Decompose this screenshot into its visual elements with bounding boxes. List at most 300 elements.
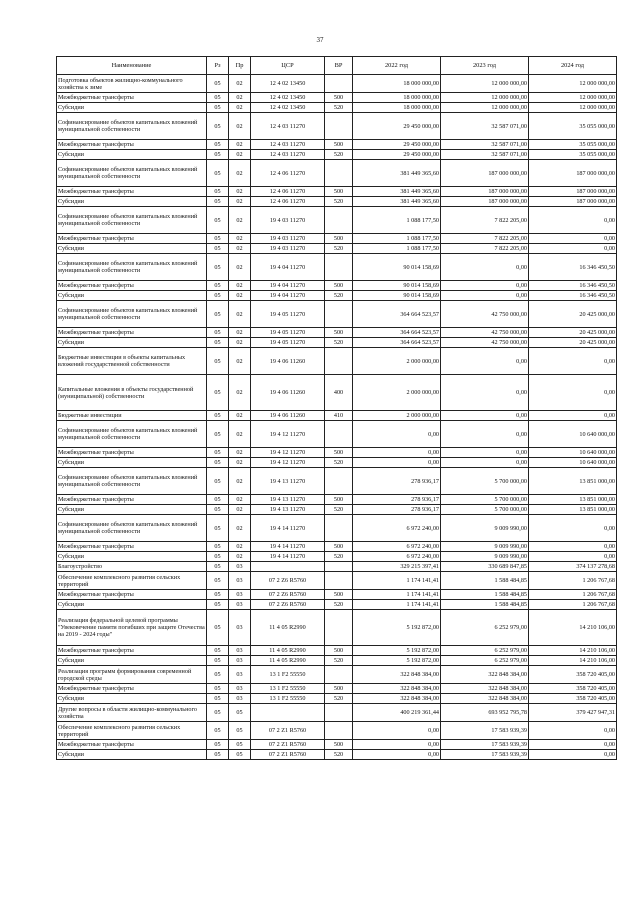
cell-2024: 14 210 106,00: [529, 646, 617, 656]
cell-2022: 0,00: [353, 722, 441, 740]
cell-vr: [325, 113, 353, 140]
cell-name: Межбюджетные трансферты: [57, 328, 207, 338]
cell-rz: 05: [207, 610, 229, 646]
table-row: [57, 234, 617, 244]
cell-csr: 19 4 13 11270: [251, 468, 325, 495]
cell-2024: 0,00: [529, 515, 617, 542]
cell-pr: 02: [229, 187, 251, 197]
cell-pr: 02: [229, 338, 251, 348]
cell-2024: 35 055 000,00: [529, 140, 617, 150]
cell-csr: 12 4 03 11270: [251, 150, 325, 160]
cell-2024: 16 346 450,50: [529, 291, 617, 301]
cell-vr: 520: [325, 552, 353, 562]
cell-csr: 19 4 06 11260: [251, 411, 325, 421]
cell-rz: 05: [207, 572, 229, 590]
cell-vr: 500: [325, 328, 353, 338]
table-row: [57, 328, 617, 338]
cell-2022: 5 192 872,00: [353, 646, 441, 656]
cell-name: Софинансирование объектов капитальных вложений муниципальной собственности: [57, 515, 207, 542]
table-row: [57, 187, 617, 197]
cell-csr: 19 4 04 11270: [251, 281, 325, 291]
cell-2024: 358 720 405,00: [529, 666, 617, 684]
cell-2022: 381 449 365,60: [353, 187, 441, 197]
table-header-row: [57, 57, 617, 75]
cell-2022: 322 848 384,00: [353, 666, 441, 684]
cell-name: Субсидии: [57, 338, 207, 348]
cell-rz: 05: [207, 338, 229, 348]
cell-2023: 187 000 000,00: [441, 187, 529, 197]
cell-rz: 05: [207, 542, 229, 552]
cell-rz: 05: [207, 234, 229, 244]
cell-2024: 10 640 000,00: [529, 448, 617, 458]
cell-rz: 05: [207, 348, 229, 375]
cell-2024: 0,00: [529, 234, 617, 244]
cell-name: Субсидии: [57, 244, 207, 254]
cell-2022: 2 000 000,00: [353, 375, 441, 411]
table-row: [57, 542, 617, 552]
cell-2023: 5 700 000,00: [441, 495, 529, 505]
cell-csr: 12 4 06 11270: [251, 160, 325, 187]
table-row: [57, 740, 617, 750]
header-vr: ВР: [325, 57, 353, 75]
cell-2022: 1 088 177,50: [353, 207, 441, 234]
cell-vr: 500: [325, 646, 353, 656]
cell-2022: 2 000 000,00: [353, 411, 441, 421]
cell-csr: 19 4 13 11270: [251, 505, 325, 515]
table-row: [57, 421, 617, 448]
cell-csr: 19 4 12 11270: [251, 458, 325, 468]
cell-rz: 05: [207, 448, 229, 458]
cell-pr: 02: [229, 140, 251, 150]
cell-2023: 12 000 000,00: [441, 103, 529, 113]
table-row: [57, 600, 617, 610]
cell-2023: 7 822 205,00: [441, 244, 529, 254]
table-row: [57, 656, 617, 666]
cell-name: Реализация федеральной целевой программы "Увековечение памяти погибших при защите Отечества на 2019 - 2024 годы": [57, 610, 207, 646]
header-2023: 2023 год: [441, 57, 529, 75]
cell-pr: 02: [229, 281, 251, 291]
cell-rz: 05: [207, 160, 229, 187]
cell-2022: 329 215 397,41: [353, 562, 441, 572]
cell-pr: 03: [229, 684, 251, 694]
cell-csr: 13 1 F2 55550: [251, 666, 325, 684]
cell-vr: 520: [325, 244, 353, 254]
cell-2023: 6 252 979,00: [441, 646, 529, 656]
cell-2024: 0,00: [529, 542, 617, 552]
cell-2024: 187 000 000,00: [529, 187, 617, 197]
cell-rz: 05: [207, 656, 229, 666]
cell-rz: 05: [207, 666, 229, 684]
cell-2022: 90 014 158,69: [353, 254, 441, 281]
cell-2023: 322 848 384,00: [441, 684, 529, 694]
cell-pr: 02: [229, 328, 251, 338]
cell-rz: 05: [207, 740, 229, 750]
cell-name: Софинансирование объектов капитальных вложений муниципальной собственности: [57, 207, 207, 234]
cell-name: Бюджетные инвестиции в объекты капитальных вложений государственной собственности: [57, 348, 207, 375]
cell-csr: 13 1 F2 55550: [251, 684, 325, 694]
cell-2022: 6 972 240,00: [353, 542, 441, 552]
cell-csr: 12 4 03 11270: [251, 113, 325, 140]
cell-vr: [325, 722, 353, 740]
cell-2023: 42 750 000,00: [441, 301, 529, 328]
cell-csr: 19 4 13 11270: [251, 495, 325, 505]
cell-pr: 02: [229, 160, 251, 187]
cell-vr: 520: [325, 197, 353, 207]
cell-csr: 19 4 05 11270: [251, 328, 325, 338]
cell-name: Межбюджетные трансферты: [57, 187, 207, 197]
cell-2022: 0,00: [353, 421, 441, 448]
cell-2022: 18 000 000,00: [353, 75, 441, 93]
cell-2022: 0,00: [353, 448, 441, 458]
cell-name: Субсидии: [57, 656, 207, 666]
cell-pr: 05: [229, 704, 251, 722]
cell-name: Межбюджетные трансферты: [57, 495, 207, 505]
cell-rz: 05: [207, 468, 229, 495]
cell-name: Межбюджетные трансферты: [57, 590, 207, 600]
cell-2024: 13 851 000,00: [529, 468, 617, 495]
cell-vr: [325, 468, 353, 495]
cell-pr: 02: [229, 234, 251, 244]
cell-name: Софинансирование объектов капитальных вложений муниципальной собственности: [57, 113, 207, 140]
cell-2023: 9 009 990,00: [441, 552, 529, 562]
cell-rz: 05: [207, 113, 229, 140]
table-row: [57, 160, 617, 187]
cell-2022: 29 450 000,00: [353, 150, 441, 160]
cell-2024: 0,00: [529, 740, 617, 750]
cell-csr: 19 4 05 11270: [251, 301, 325, 328]
cell-csr: [251, 562, 325, 572]
cell-vr: 500: [325, 448, 353, 458]
cell-2023: 0,00: [441, 411, 529, 421]
cell-2022: 1 088 177,50: [353, 234, 441, 244]
cell-2024: 1 206 767,68: [529, 600, 617, 610]
table-row: [57, 197, 617, 207]
table-row: [57, 704, 617, 722]
cell-pr: 02: [229, 103, 251, 113]
cell-name: Межбюджетные трансферты: [57, 740, 207, 750]
cell-vr: 500: [325, 140, 353, 150]
cell-name: Субсидии: [57, 552, 207, 562]
table-row: [57, 694, 617, 704]
table-row: [57, 505, 617, 515]
cell-name: Субсидии: [57, 505, 207, 515]
cell-name: Межбюджетные трансферты: [57, 140, 207, 150]
cell-rz: 05: [207, 140, 229, 150]
cell-csr: 07 2 Z6 R5760: [251, 572, 325, 590]
table-row: [57, 610, 617, 646]
cell-vr: [325, 421, 353, 448]
cell-2024: 12 000 000,00: [529, 75, 617, 93]
cell-rz: 05: [207, 301, 229, 328]
cell-2022: 1 088 177,50: [353, 244, 441, 254]
cell-name: Межбюджетные трансферты: [57, 646, 207, 656]
cell-rz: 05: [207, 187, 229, 197]
cell-2023: 12 000 000,00: [441, 75, 529, 93]
table-row: [57, 495, 617, 505]
cell-2024: 35 055 000,00: [529, 150, 617, 160]
cell-2024: 12 000 000,00: [529, 93, 617, 103]
cell-name: Софинансирование объектов капитальных вложений муниципальной собственности: [57, 421, 207, 448]
cell-pr: 03: [229, 646, 251, 656]
cell-2022: 364 664 523,57: [353, 338, 441, 348]
cell-csr: [251, 704, 325, 722]
cell-vr: [325, 666, 353, 684]
cell-pr: 03: [229, 610, 251, 646]
cell-pr: 02: [229, 93, 251, 103]
cell-name: Капитальные вложения в объекты государственной (муниципальной) собственности: [57, 375, 207, 411]
cell-rz: 05: [207, 375, 229, 411]
cell-vr: 520: [325, 694, 353, 704]
cell-pr: 02: [229, 75, 251, 93]
cell-vr: 520: [325, 150, 353, 160]
cell-2023: 0,00: [441, 458, 529, 468]
cell-rz: 05: [207, 562, 229, 572]
cell-csr: 19 4 12 11270: [251, 448, 325, 458]
cell-2022: 322 848 384,00: [353, 684, 441, 694]
cell-rz: 05: [207, 694, 229, 704]
cell-2023: 187 000 000,00: [441, 160, 529, 187]
cell-2023: 0,00: [441, 421, 529, 448]
cell-rz: 05: [207, 704, 229, 722]
cell-name: Субсидии: [57, 150, 207, 160]
cell-vr: 520: [325, 103, 353, 113]
cell-2023: 0,00: [441, 254, 529, 281]
cell-2024: 10 640 000,00: [529, 421, 617, 448]
cell-pr: 02: [229, 552, 251, 562]
table-row: [57, 666, 617, 684]
cell-2024: 13 851 000,00: [529, 505, 617, 515]
cell-name: Межбюджетные трансферты: [57, 281, 207, 291]
cell-2022: 278 936,17: [353, 468, 441, 495]
cell-csr: 12 4 02 13450: [251, 103, 325, 113]
cell-name: Субсидии: [57, 291, 207, 301]
cell-csr: 19 4 06 11260: [251, 348, 325, 375]
cell-2023: 0,00: [441, 281, 529, 291]
table-row: [57, 291, 617, 301]
cell-pr: 02: [229, 375, 251, 411]
cell-rz: 05: [207, 291, 229, 301]
cell-pr: 02: [229, 515, 251, 542]
cell-2024: 20 425 000,00: [529, 328, 617, 338]
cell-2024: 16 346 450,50: [529, 281, 617, 291]
table-row: [57, 684, 617, 694]
cell-rz: 05: [207, 750, 229, 760]
cell-2023: 0,00: [441, 448, 529, 458]
cell-rz: 05: [207, 600, 229, 610]
cell-pr: 02: [229, 291, 251, 301]
cell-2023: 1 588 484,85: [441, 572, 529, 590]
cell-name: Субсидии: [57, 458, 207, 468]
table-row: [57, 722, 617, 740]
cell-rz: 05: [207, 411, 229, 421]
cell-pr: 03: [229, 562, 251, 572]
cell-2023: 693 952 795,78: [441, 704, 529, 722]
cell-2023: 7 822 205,00: [441, 207, 529, 234]
cell-csr: 19 4 06 11260: [251, 375, 325, 411]
cell-2023: 322 848 384,00: [441, 694, 529, 704]
cell-vr: [325, 572, 353, 590]
cell-2024: 0,00: [529, 244, 617, 254]
cell-name: Межбюджетные трансферты: [57, 448, 207, 458]
cell-vr: [325, 704, 353, 722]
cell-rz: 05: [207, 281, 229, 291]
cell-2022: 2 000 000,00: [353, 348, 441, 375]
cell-2023: 7 822 205,00: [441, 234, 529, 244]
cell-2024: 358 720 405,00: [529, 684, 617, 694]
cell-2023: 12 000 000,00: [441, 93, 529, 103]
cell-2022: 381 449 365,60: [353, 197, 441, 207]
cell-2022: 0,00: [353, 458, 441, 468]
table-row: [57, 140, 617, 150]
header-pr: Пр: [229, 57, 251, 75]
cell-vr: [325, 160, 353, 187]
cell-csr: 07 2 Z1 R5760: [251, 740, 325, 750]
cell-pr: 02: [229, 150, 251, 160]
cell-pr: 02: [229, 411, 251, 421]
cell-vr: 500: [325, 684, 353, 694]
cell-2022: 18 000 000,00: [353, 103, 441, 113]
cell-pr: 02: [229, 448, 251, 458]
header-2022: 2022 год: [353, 57, 441, 75]
cell-vr: [325, 348, 353, 375]
cell-rz: 05: [207, 552, 229, 562]
cell-2024: 0,00: [529, 552, 617, 562]
cell-vr: 500: [325, 187, 353, 197]
table-row: [57, 338, 617, 348]
cell-csr: 11 4 05 R2990: [251, 610, 325, 646]
cell-2022: 381 449 365,60: [353, 160, 441, 187]
cell-pr: 02: [229, 301, 251, 328]
cell-rz: 05: [207, 207, 229, 234]
cell-name: Бюджетные инвестиции: [57, 411, 207, 421]
cell-vr: 520: [325, 458, 353, 468]
cell-2023: 6 252 979,00: [441, 656, 529, 666]
cell-csr: 07 2 Z1 R5760: [251, 750, 325, 760]
cell-2022: 90 014 158,69: [353, 291, 441, 301]
cell-vr: [325, 610, 353, 646]
table-row: [57, 75, 617, 93]
cell-csr: 11 4 05 R2990: [251, 656, 325, 666]
cell-2023: 0,00: [441, 375, 529, 411]
cell-csr: 19 4 03 11270: [251, 244, 325, 254]
cell-csr: 19 4 03 11270: [251, 207, 325, 234]
cell-pr: 05: [229, 750, 251, 760]
cell-name: Благоустройство: [57, 562, 207, 572]
cell-vr: 500: [325, 93, 353, 103]
cell-2023: 17 583 939,39: [441, 740, 529, 750]
cell-name: Обеспечение комплексного развития сельских территорий: [57, 722, 207, 740]
cell-2024: 10 640 000,00: [529, 458, 617, 468]
cell-vr: 520: [325, 338, 353, 348]
table-row: [57, 590, 617, 600]
cell-2023: 0,00: [441, 291, 529, 301]
table-row: [57, 254, 617, 281]
page-number: 37: [316, 36, 324, 44]
cell-2024: 20 425 000,00: [529, 338, 617, 348]
cell-csr: 19 4 04 11270: [251, 291, 325, 301]
cell-rz: 05: [207, 421, 229, 448]
cell-csr: 12 4 06 11270: [251, 187, 325, 197]
header-name: Наименование: [57, 57, 207, 75]
cell-2022: 6 972 240,00: [353, 552, 441, 562]
cell-2022: 0,00: [353, 750, 441, 760]
cell-2023: 17 583 939,39: [441, 722, 529, 740]
cell-2024: 374 137 278,68: [529, 562, 617, 572]
cell-csr: 07 2 Z6 R5760: [251, 600, 325, 610]
cell-2023: 322 848 384,00: [441, 666, 529, 684]
cell-pr: 02: [229, 542, 251, 552]
cell-2022: 5 192 872,00: [353, 656, 441, 666]
cell-csr: 07 2 Z1 R5760: [251, 722, 325, 740]
cell-2023: 9 009 990,00: [441, 515, 529, 542]
cell-vr: 520: [325, 505, 353, 515]
cell-pr: 03: [229, 572, 251, 590]
table-row: [57, 562, 617, 572]
cell-rz: 05: [207, 505, 229, 515]
cell-pr: 03: [229, 694, 251, 704]
cell-2024: 14 210 106,00: [529, 656, 617, 666]
cell-rz: 05: [207, 254, 229, 281]
cell-2024: 35 055 000,00: [529, 113, 617, 140]
cell-2024: 1 206 767,68: [529, 572, 617, 590]
cell-rz: 05: [207, 590, 229, 600]
table-row: [57, 468, 617, 495]
cell-2023: 0,00: [441, 348, 529, 375]
cell-2022: 278 936,17: [353, 505, 441, 515]
cell-2022: 322 848 384,00: [353, 694, 441, 704]
cell-rz: 05: [207, 75, 229, 93]
cell-rz: 05: [207, 150, 229, 160]
cell-2023: 187 000 000,00: [441, 197, 529, 207]
table-row: [57, 515, 617, 542]
cell-2024: 16 346 450,50: [529, 254, 617, 281]
cell-csr: 11 4 05 R2990: [251, 646, 325, 656]
table-row: [57, 150, 617, 160]
cell-vr: 500: [325, 234, 353, 244]
table-row: [57, 552, 617, 562]
cell-name: Субсидии: [57, 694, 207, 704]
cell-pr: 02: [229, 244, 251, 254]
cell-name: Субсидии: [57, 197, 207, 207]
cell-rz: 05: [207, 515, 229, 542]
cell-2024: 0,00: [529, 207, 617, 234]
cell-rz: 05: [207, 93, 229, 103]
cell-pr: 02: [229, 113, 251, 140]
table-row: [57, 411, 617, 421]
cell-2024: 0,00: [529, 750, 617, 760]
cell-2023: 1 588 484,85: [441, 590, 529, 600]
cell-name: Софинансирование объектов капитальных вложений муниципальной собственности: [57, 160, 207, 187]
cell-2024: 187 000 000,00: [529, 197, 617, 207]
cell-vr: 520: [325, 600, 353, 610]
cell-2023: 5 700 000,00: [441, 505, 529, 515]
cell-vr: [325, 75, 353, 93]
cell-name: Софинансирование объектов капитальных вложений муниципальной собственности: [57, 254, 207, 281]
cell-name: Подготовка объектов жилищно-коммунального хозяйства к зиме: [57, 75, 207, 93]
cell-2024: 0,00: [529, 411, 617, 421]
cell-pr: 02: [229, 458, 251, 468]
cell-name: Межбюджетные трансферты: [57, 542, 207, 552]
cell-2023: 42 750 000,00: [441, 338, 529, 348]
table-body: [57, 75, 617, 760]
cell-2022: 29 450 000,00: [353, 140, 441, 150]
cell-csr: 12 4 06 11270: [251, 197, 325, 207]
cell-csr: 12 4 02 13450: [251, 75, 325, 93]
cell-rz: 05: [207, 103, 229, 113]
cell-vr: 500: [325, 542, 353, 552]
cell-vr: 520: [325, 656, 353, 666]
budget-table: [56, 56, 617, 760]
